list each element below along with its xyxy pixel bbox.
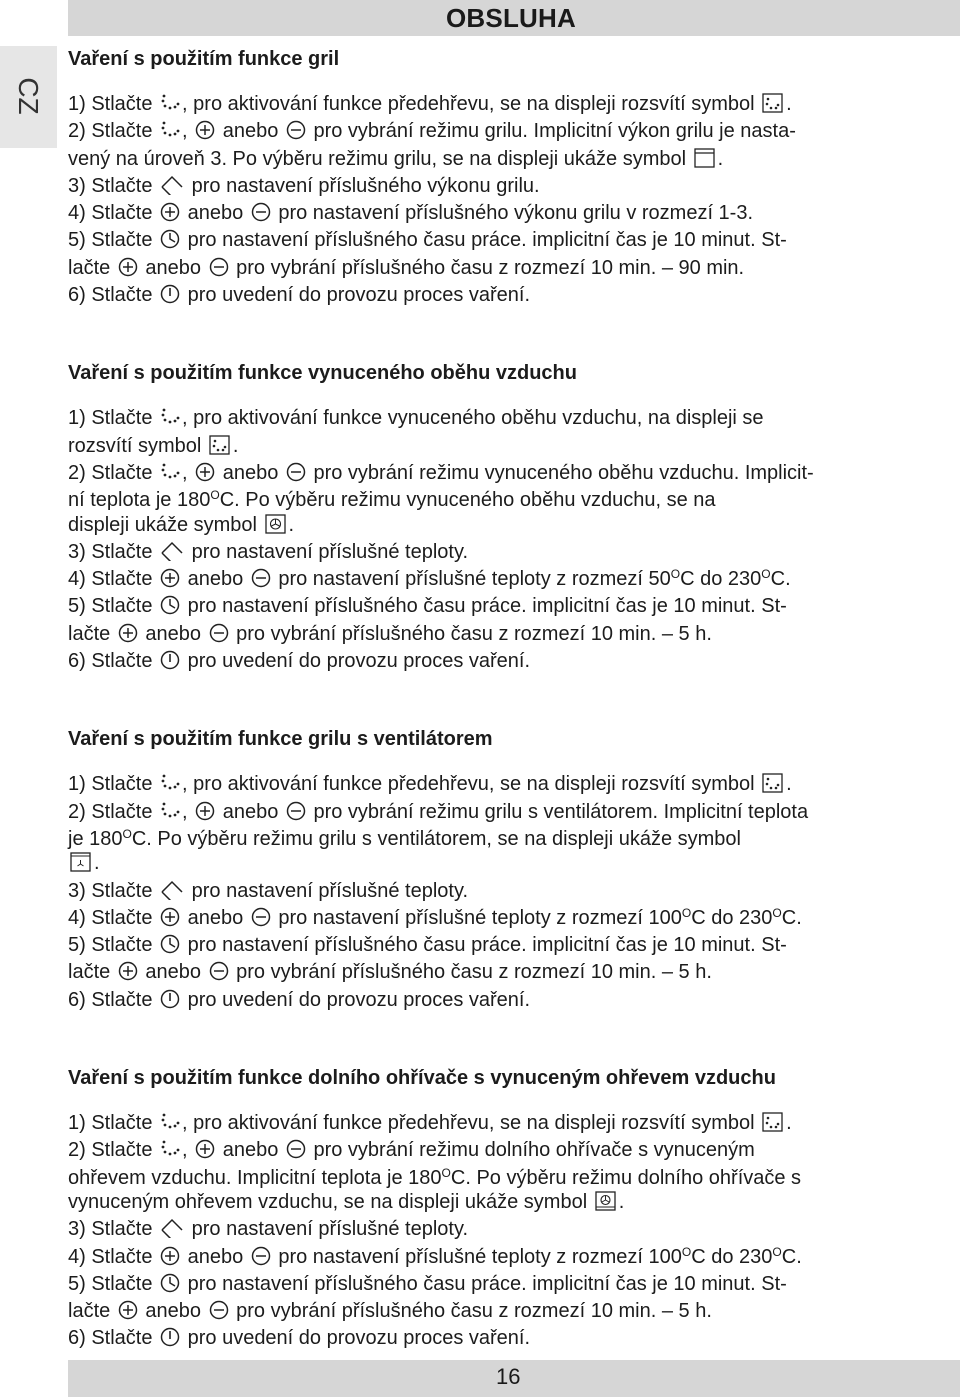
fan-dots-icon bbox=[160, 93, 180, 119]
power-icon bbox=[160, 650, 180, 676]
instruction-text: anebo bbox=[217, 1139, 284, 1162]
grill-symbol-icon bbox=[694, 148, 716, 174]
instruction-line bbox=[68, 827, 956, 851]
instruction-text: anebo bbox=[182, 202, 249, 225]
minus-circle-icon bbox=[251, 907, 271, 933]
instruction-line bbox=[68, 201, 956, 228]
power-icon bbox=[160, 989, 180, 1015]
instruction-text: 3) Stlačte bbox=[68, 1218, 159, 1241]
instruction-text: C. Po výběru režimu vynuceného oběhu vzduchu, se na bbox=[219, 489, 716, 512]
minus-circle-icon bbox=[251, 202, 271, 228]
minus-circle-icon bbox=[209, 1300, 229, 1326]
instruction-line bbox=[68, 622, 956, 649]
instruction-text: pro nastavení příslušného času práce. implicitní čas je 10 minut. St- bbox=[182, 1272, 787, 1295]
plus-circle-icon bbox=[195, 801, 215, 827]
instruction-text: 6) Stlačte bbox=[68, 988, 159, 1011]
plus-circle-icon bbox=[118, 257, 138, 283]
instruction-text: 1) Stlačte bbox=[68, 1112, 159, 1135]
section-title: Vaření s použitím funkce grilu s ventilátorem bbox=[68, 728, 493, 751]
instruction-text: , pro aktivování funkce vynuceného oběhu vzduchu, na displeji se bbox=[182, 407, 764, 430]
instruction-text: anebo bbox=[139, 256, 207, 279]
instruction-text: , pro aktivování funkce předehřevu, se na displeji rozsvítí symbol bbox=[182, 1112, 761, 1135]
instruction-text: pro nastavení příslušného výkonu grilu. bbox=[186, 174, 540, 197]
power-icon bbox=[160, 1327, 180, 1353]
section bbox=[68, 358, 956, 676]
degree-mark: O bbox=[681, 905, 692, 920]
instruction-line bbox=[68, 119, 956, 146]
instruction-text: C. Po výběru režimu dolního ohřívače s bbox=[450, 1166, 802, 1189]
instruction-text: anebo bbox=[217, 461, 284, 484]
instruction-text: pro vybrání režimu grilu. Implicitní výkon grilu je nasta- bbox=[307, 120, 796, 143]
instruction-text: pro vybrání režimu grilu s ventilátorem. Implicitní teplota bbox=[307, 800, 809, 823]
instruction-line bbox=[68, 567, 956, 594]
minus-circle-icon bbox=[209, 257, 229, 283]
clock-icon bbox=[160, 595, 180, 621]
instruction-line bbox=[68, 851, 956, 878]
diamond-icon bbox=[160, 880, 184, 906]
instruction-text: ohřevem vzduchu. Implicitní teplota je 180 bbox=[68, 1166, 442, 1189]
instruction-text: , bbox=[182, 461, 194, 484]
degree-mark: O bbox=[122, 826, 132, 841]
instruction-line bbox=[68, 488, 956, 512]
instruction-text: . bbox=[786, 773, 792, 796]
instruction-line bbox=[68, 147, 956, 174]
instruction-line bbox=[68, 256, 956, 283]
instruction-line bbox=[68, 1111, 956, 1138]
plus-circle-icon bbox=[118, 1300, 138, 1326]
degree-mark: O bbox=[761, 567, 771, 582]
section bbox=[68, 724, 956, 1015]
fan-symbol-icon bbox=[265, 514, 287, 540]
instruction-text: 3) Stlačte bbox=[68, 174, 159, 197]
fan-dots-icon bbox=[160, 407, 180, 433]
instruction-text: . bbox=[232, 434, 239, 457]
instruction-line bbox=[68, 1138, 956, 1165]
instruction-text: , bbox=[182, 120, 194, 143]
diamond-icon bbox=[160, 541, 184, 567]
instruction-text: pro nastavení příslušné teploty. bbox=[186, 879, 469, 902]
plus-circle-icon bbox=[160, 1246, 180, 1272]
plus-circle-icon bbox=[195, 120, 215, 146]
instruction-line bbox=[68, 906, 956, 933]
instruction-text: 5) Stlačte bbox=[68, 1272, 159, 1295]
minus-circle-icon bbox=[251, 1246, 271, 1272]
instruction-text: C. Po výběru režimu grilu s ventilátorem, se na displeji ukáže symbol bbox=[131, 827, 741, 850]
plus-circle-icon bbox=[160, 202, 180, 228]
display-dots-icon bbox=[762, 93, 784, 119]
instruction-line bbox=[68, 772, 956, 799]
instruction-text: . bbox=[94, 852, 100, 875]
instruction-text: displeji ukáže symbol bbox=[68, 513, 263, 536]
instruction-text: C do 230 bbox=[691, 1245, 773, 1268]
instruction-list bbox=[68, 406, 956, 676]
language-label: CZ bbox=[13, 77, 44, 115]
plus-circle-icon bbox=[118, 623, 138, 649]
instruction-line bbox=[68, 461, 956, 488]
instruction-text: pro vybrání režimu vynuceného oběhu vzduchu. Implicit- bbox=[307, 461, 814, 484]
instruction-line bbox=[68, 540, 956, 567]
instruction-text: rozsvítí symbol bbox=[68, 434, 207, 457]
minus-circle-icon bbox=[251, 568, 271, 594]
page-title: OBSLUHA bbox=[446, 3, 576, 33]
instruction-text: C. bbox=[781, 1245, 802, 1268]
instruction-text: anebo bbox=[217, 120, 284, 143]
instruction-line bbox=[68, 92, 956, 119]
instruction-text: . bbox=[786, 1112, 792, 1135]
instruction-text: anebo bbox=[182, 568, 249, 591]
instruction-text: C do 230 bbox=[691, 906, 773, 929]
instruction-line bbox=[68, 1272, 956, 1299]
instruction-text: . bbox=[717, 147, 724, 170]
instruction-text: pro vybrání příslušného času z rozmezí 10 min. – 90 min. bbox=[230, 256, 745, 279]
degree-mark: O bbox=[670, 567, 681, 582]
instruction-text: je 180 bbox=[68, 827, 123, 850]
instruction-text: pro nastavení příslušné teploty z rozmezí 100 bbox=[272, 1245, 682, 1268]
instruction-text: 3) Stlačte bbox=[68, 879, 159, 902]
instruction-text: 2) Stlačte bbox=[68, 1139, 159, 1162]
instruction-list bbox=[68, 1111, 956, 1354]
instruction-text: 2) Stlačte bbox=[68, 800, 159, 823]
grill-fan-symbol-icon bbox=[70, 852, 92, 878]
display-dots-icon bbox=[762, 773, 784, 799]
plus-circle-icon bbox=[160, 907, 180, 933]
display-dots-icon bbox=[209, 435, 231, 461]
instruction-text: . bbox=[288, 513, 295, 536]
fan-dots-icon bbox=[160, 773, 180, 799]
instruction-text: pro vybrání režimu dolního ohřívače s vynuceným bbox=[307, 1139, 755, 1162]
instruction-text: pro nastavení příslušné teploty z rozmezí 50 bbox=[272, 568, 671, 591]
minus-circle-icon bbox=[209, 623, 229, 649]
minus-circle-icon bbox=[286, 462, 306, 488]
minus-circle-icon bbox=[209, 961, 229, 987]
instruction-text: 6) Stlačte bbox=[68, 284, 159, 307]
degree-mark: O bbox=[772, 905, 782, 920]
clock-icon bbox=[160, 934, 180, 960]
instruction-line bbox=[68, 1245, 956, 1272]
instruction-text: , bbox=[182, 1139, 194, 1162]
instruction-text: anebo bbox=[217, 800, 284, 823]
instruction-text: vynuceným ohřevem vzduchu, se na displeji ukáže symbol bbox=[68, 1190, 593, 1213]
section-title: Vaření s použitím funkce vynuceného oběhu vzduchu bbox=[68, 362, 577, 385]
instruction-text: 1) Stlačte bbox=[68, 407, 159, 430]
bottom-fan-symbol-icon bbox=[595, 1191, 617, 1217]
instruction-list bbox=[68, 92, 956, 310]
power-icon bbox=[160, 284, 180, 310]
instruction-text: 4) Stlačte bbox=[68, 906, 159, 929]
instruction-text: 5) Stlačte bbox=[68, 595, 159, 618]
instruction-text: ní teplota je 180 bbox=[68, 489, 211, 512]
plus-circle-icon bbox=[118, 961, 138, 987]
instruction-line bbox=[68, 434, 956, 461]
instruction-text: 6) Stlačte bbox=[68, 1327, 159, 1350]
diamond-icon bbox=[160, 175, 184, 201]
instruction-text: pro nastavení příslušného výkonu grilu v rozmezí 1-3. bbox=[272, 202, 754, 225]
plus-circle-icon bbox=[195, 1139, 215, 1165]
instruction-line bbox=[68, 960, 956, 987]
instruction-line bbox=[68, 1166, 956, 1190]
instruction-text: pro nastavení příslušné teploty. bbox=[186, 540, 469, 563]
instruction-text: pro vybrání příslušného času z rozmezí 10 min. – 5 h. bbox=[230, 961, 712, 984]
instruction-list bbox=[68, 772, 956, 1015]
clock-icon bbox=[160, 1273, 180, 1299]
instruction-text: anebo bbox=[139, 961, 207, 984]
instruction-text: . bbox=[618, 1190, 625, 1213]
instruction-text: . bbox=[786, 93, 792, 115]
instruction-text: pro vybrání příslušného času z rozmezí 10 min. – 5 h. bbox=[230, 622, 712, 645]
degree-mark: O bbox=[772, 1244, 782, 1259]
instruction-line bbox=[68, 406, 956, 433]
instruction-text: pro nastavení příslušného času práce. implicitní čas je 10 minut. St- bbox=[182, 595, 787, 618]
instruction-line bbox=[68, 988, 956, 1015]
instruction-line bbox=[68, 800, 956, 827]
instruction-text: , pro aktivování funkce předehřevu, se na displeji rozsvítí symbol bbox=[182, 773, 761, 796]
instruction-text: pro vybrání příslušného času z rozmezí 10 min. – 5 h. bbox=[230, 1300, 712, 1323]
instruction-line bbox=[68, 174, 956, 201]
section bbox=[68, 1063, 956, 1354]
instruction-text: 5) Stlačte bbox=[68, 229, 159, 252]
instruction-text: anebo bbox=[182, 906, 249, 929]
instruction-text: 1) Stlačte bbox=[68, 773, 159, 796]
instruction-text: 1) Stlačte bbox=[68, 93, 159, 115]
section-title: Vaření s použitím funkce dolního ohřívače s vynuceným ohřevem vzduchu bbox=[68, 1067, 776, 1090]
instruction-text: anebo bbox=[182, 1245, 249, 1268]
display-dots-icon bbox=[762, 1112, 784, 1138]
instruction-text: pro nastavení příslušného času práce. implicitní čas je 10 minut. St- bbox=[182, 229, 787, 252]
manual-content bbox=[68, 38, 956, 1354]
minus-circle-icon bbox=[286, 1139, 306, 1165]
instruction-text: 2) Stlačte bbox=[68, 461, 159, 484]
fan-dots-icon bbox=[160, 462, 180, 488]
instruction-text: 4) Stlačte bbox=[68, 568, 159, 591]
instruction-text: C. bbox=[770, 568, 791, 591]
instruction-text: 4) Stlačte bbox=[68, 202, 159, 225]
diamond-icon bbox=[160, 1218, 184, 1244]
instruction-text: lačte bbox=[68, 961, 116, 984]
instruction-text: , bbox=[182, 800, 194, 823]
instruction-line bbox=[68, 1299, 956, 1326]
instruction-text: C do 230 bbox=[680, 568, 762, 591]
instruction-line bbox=[68, 933, 956, 960]
instruction-line bbox=[68, 594, 956, 621]
degree-mark: O bbox=[210, 488, 220, 503]
instruction-text: pro nastavení příslušného času práce. implicitní čas je 10 minut. St- bbox=[182, 934, 787, 957]
plus-circle-icon bbox=[160, 568, 180, 594]
instruction-text: pro nastavení příslušné teploty. bbox=[186, 1218, 469, 1241]
instruction-text: pro uvedení do provozu proces vaření. bbox=[182, 1327, 531, 1350]
instruction-text: 5) Stlačte bbox=[68, 934, 159, 957]
degree-mark: O bbox=[441, 1165, 451, 1180]
fan-dots-icon bbox=[160, 801, 180, 827]
instruction-line bbox=[68, 228, 956, 255]
instruction-text: 3) Stlačte bbox=[68, 540, 159, 563]
instruction-line bbox=[68, 283, 956, 310]
instruction-line bbox=[68, 1326, 956, 1353]
fan-dots-icon bbox=[160, 1112, 180, 1138]
instruction-line bbox=[68, 1190, 956, 1217]
fan-dots-icon bbox=[160, 1139, 180, 1165]
instruction-line bbox=[68, 649, 956, 676]
section bbox=[68, 44, 956, 310]
instruction-text: lačte bbox=[68, 256, 116, 279]
instruction-text: vený na úroveň 3. Po výběru režimu grilu, se na displeji ukáže symbol bbox=[68, 147, 692, 170]
instruction-text: 6) Stlačte bbox=[68, 650, 159, 673]
minus-circle-icon bbox=[286, 801, 306, 827]
instruction-text: pro uvedení do provozu proces vaření. bbox=[182, 988, 531, 1011]
section-title: Vaření s použitím funkce gril bbox=[68, 48, 340, 70]
instruction-text: , pro aktivování funkce předehřevu, se na displeji rozsvítí symbol bbox=[182, 93, 761, 115]
minus-circle-icon bbox=[286, 120, 306, 146]
instruction-text: 2) Stlačte bbox=[68, 120, 159, 143]
instruction-text: lačte bbox=[68, 622, 116, 645]
instruction-text: pro uvedení do provozu proces vaření. bbox=[182, 284, 531, 307]
instruction-text: C. bbox=[781, 906, 802, 929]
fan-dots-icon bbox=[160, 120, 180, 146]
instruction-text: lačte bbox=[68, 1300, 116, 1323]
instruction-line bbox=[68, 513, 956, 540]
degree-mark: O bbox=[681, 1244, 692, 1259]
instruction-text: pro uvedení do provozu proces vaření. bbox=[182, 650, 531, 673]
clock-icon bbox=[160, 229, 180, 255]
instruction-text: anebo bbox=[139, 622, 207, 645]
instruction-text: pro nastavení příslušné teploty z rozmezí 100 bbox=[272, 906, 682, 929]
instruction-line bbox=[68, 1217, 956, 1244]
page-number: 16 bbox=[496, 1364, 521, 1389]
instruction-text: 4) Stlačte bbox=[68, 1245, 159, 1268]
instruction-line bbox=[68, 879, 956, 906]
instruction-text: anebo bbox=[139, 1300, 207, 1323]
plus-circle-icon bbox=[195, 462, 215, 488]
